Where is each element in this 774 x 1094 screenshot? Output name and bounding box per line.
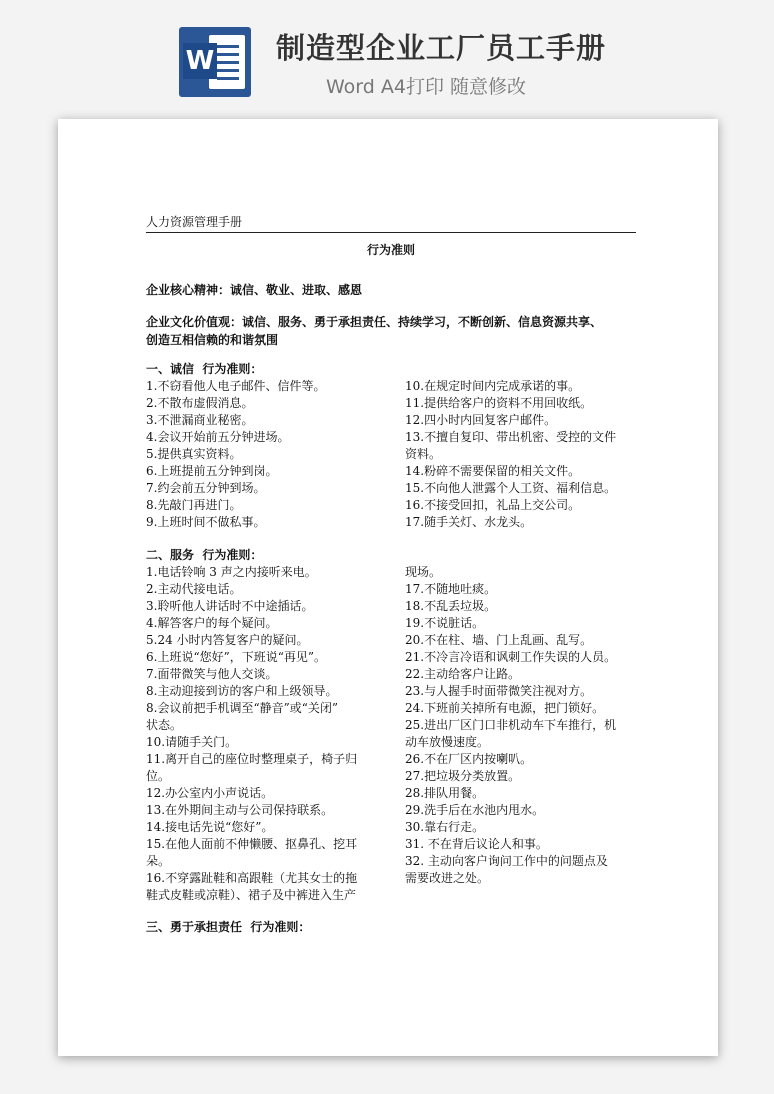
list-item: 3.聆听他人讲话时不中途插话。 [146, 599, 314, 613]
section1-heading: 一、诚信 行为准则： [146, 362, 263, 376]
list-item: 4.解答客户的每个疑问。 [146, 616, 278, 630]
list-item: 24.下班前关掉所有电源，把门锁好。 [405, 701, 605, 715]
list-item: 23.与人握手时面带微笑注视对方。 [405, 684, 593, 698]
list-item: 12.四小时内回复客户邮件。 [405, 413, 557, 427]
list-item: 6.上班说“您好”，下班说“再见”。 [146, 650, 326, 664]
list-item: 5.提供真实资料。 [146, 447, 242, 461]
list-item: 鞋式皮鞋或凉鞋）、裙子及中裤进入生产 [146, 888, 357, 902]
list-item: 14.粉碎不需要保留的相关文件。 [405, 464, 581, 478]
values-line-1: 企业文化价值观：诚信、服务、勇于承担责任、持续学习，不断创新、信息资源共享、 [146, 315, 603, 329]
page-header: 人力资源管理手册 [146, 213, 636, 233]
section3 [146, 919, 446, 936]
list-item: 11.提供给客户的资料不用回收纸。 [405, 396, 593, 410]
list-item: 1.不窃看他人电子邮件、信件等。 [146, 379, 326, 393]
list-item: 16.不接受回扣，礼品上交公司。 [405, 498, 581, 512]
list-item: 2.不散布虚假消息。 [146, 396, 254, 410]
list-item: 14.接电话先说“您好”。 [146, 820, 274, 834]
section2-left [146, 547, 401, 904]
list-item: 28.排队用餐。 [405, 786, 485, 800]
list-item: 26.不在厂区内按喇叭。 [405, 752, 533, 766]
list-item: 15.不向他人泄露个人工资、福利信息。 [405, 481, 617, 495]
list-item: 18.不乱丢垃圾。 [405, 599, 497, 613]
list-item: 1.电话铃响 3 声之内接听来电。 [146, 565, 317, 579]
banner [0, 0, 774, 110]
list-item: 21.不冷言冷语和讽刺工作失误的人员。 [405, 650, 617, 664]
list-item: 25.进出厂区门口非机动车下车推行，机 [405, 718, 617, 732]
list-item: 30.靠右行走。 [405, 820, 485, 834]
list-item: 22.主动给客户让路。 [405, 667, 521, 681]
list-item: 20.不在柱、墙、门上乱画、乱写。 [405, 633, 593, 647]
list-item: 4.会议开始前五分钟进场。 [146, 430, 290, 444]
section3-heading: 三、勇于承担责任 行为准则： [146, 920, 311, 934]
core-spirit: 企业核心精神：诚信、敬业、进取、感恩 [146, 283, 363, 297]
list-item: 8.先敲门再进门。 [146, 498, 242, 512]
list-item: 29.洗手后在水池内甩水。 [405, 803, 545, 817]
section2-heading: 二、服务 行为准则： [146, 548, 263, 562]
list-item: 需要改进之处。 [405, 871, 490, 885]
list-item: 6.上班提前五分钟到岗。 [146, 464, 278, 478]
word-logo-icon [179, 27, 251, 97]
list-item: 13.在外期间主动与公司保持联系。 [146, 803, 334, 817]
values-line-2: 创造互相信赖的和谐氛围 [146, 333, 279, 347]
list-item: 9.上班时间不做私事。 [146, 515, 266, 529]
list-item: 19.不说脏话。 [405, 616, 485, 630]
section1-left [146, 361, 401, 531]
list-item: 7.面带微笑与他人交谈。 [146, 667, 278, 681]
list-item: 11.离开自己的座位时整理桌子，椅子归 [146, 752, 358, 766]
list-item: 朵。 [146, 854, 171, 868]
document-page [58, 119, 718, 1056]
section1-right [405, 378, 655, 531]
list-item: 17.不随地吐痰。 [405, 582, 497, 596]
list-item: 动车放慢速度。 [405, 735, 490, 749]
list-item: 31. 不在背后议论人和事。 [405, 837, 548, 851]
list-item: 8.主动迎接到访的客户和上级领导。 [146, 684, 338, 698]
list-item: 资料。 [405, 447, 442, 461]
list-item: 2.主动代接电话。 [146, 582, 242, 596]
list-item: 16.不穿露趾鞋和高跟鞋（尤其女士的拖 [146, 871, 358, 885]
list-item: 现场。 [405, 565, 442, 579]
list-item: 8.会议前把手机调至“静音”或“关闭” [146, 701, 338, 715]
document-title: 行为准则 [366, 243, 415, 257]
list-item: 13.不擅自复印、带出机密、受控的文件 [405, 430, 617, 444]
list-item: 7.约会前五分钟到场。 [146, 481, 266, 495]
list-item: 12.办公室内小声说话。 [146, 786, 274, 800]
list-item: 32. 主动向客户询问工作中的问题点及 [405, 854, 608, 868]
list-item: 状态。 [146, 718, 183, 732]
banner-subtitle: Word A4打印 随意修改 [326, 76, 527, 98]
banner-title: 制造型企业工厂员工手册 [276, 31, 607, 65]
list-item: 3.不泄漏商业秘密。 [146, 413, 254, 427]
section2-right [405, 564, 655, 887]
list-item: 17.随手关灯、水龙头。 [405, 515, 533, 529]
logo-letter: W [183, 43, 217, 79]
list-item: 15.在他人面前不伸懒腰、抠鼻孔、挖耳 [146, 837, 358, 851]
list-item: 27.把垃圾分类放置。 [405, 769, 521, 783]
list-item: 10.在规定时间内完成承诺的事。 [405, 379, 581, 393]
list-item: 10.请随手关门。 [146, 735, 238, 749]
list-item: 5.24 小时内答复客户的疑问。 [146, 633, 309, 647]
list-item: 位。 [146, 769, 171, 783]
